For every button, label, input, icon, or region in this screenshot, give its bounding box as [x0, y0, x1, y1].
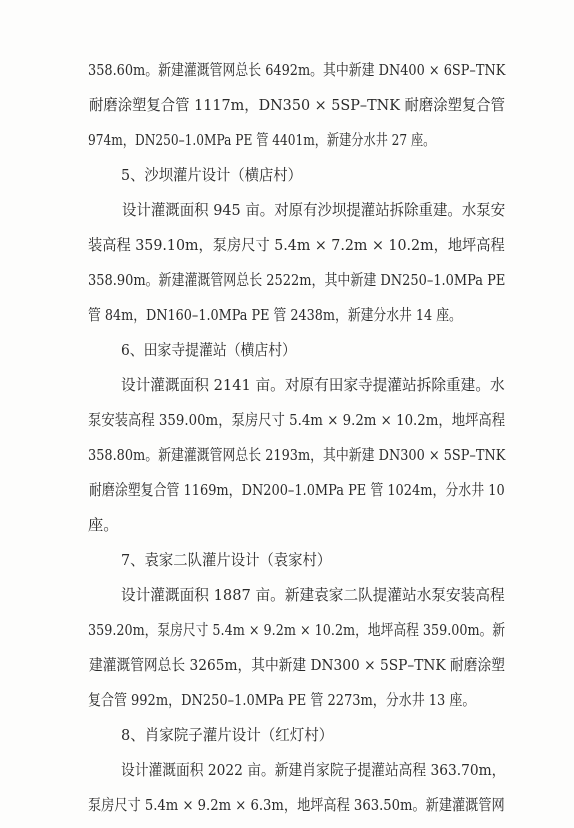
text-line: 设计灌溉面积 1887 亩。新建袁家二队提灌站水泵安装高程 [121, 586, 505, 604]
section-heading: 6、田家寺提灌站（横店村） [121, 341, 296, 359]
text-line: 泵房尺寸 5.4m × 9.2m × 6.3m，地坪高程 363.50m。新建灌溉管网 [88, 796, 505, 814]
text-line: 建灌溉管网总长 3265m，其中新建 DN300 × 5SP–TNK 耐磨涂塑 [89, 656, 505, 674]
text-line: 管 84m，DN160–1.0MPa PE 管 2438m，新建分水井 14 座。 [88, 306, 462, 324]
text-line: 358.80m。新建灌溉管网总长 2193m，其中新建 DN300 × 5SP–TNK [88, 446, 506, 464]
section-heading: 7、袁家二队灌片设计（袁家村） [121, 551, 332, 569]
text-line: 装高程 359.10m，泵房尺寸 5.4m × 7.2m × 10.2m，地坪高程 [88, 236, 505, 254]
text-line: 泵安装高程 359.00m，泵房尺寸 5.4m × 9.2m × 10.2m，地坪高程 [88, 411, 506, 429]
text-line: 设计灌溉面积 945 亩。对原有沙坝提灌站拆除重建。水泵安 [122, 201, 506, 219]
text-line: 设计灌溉面积 2022 亩。新建肖家院子提灌站高程 363.70m， [121, 761, 506, 779]
text-line: 座。 [88, 516, 119, 534]
text-line: 359.20m，泵房尺寸 5.4m × 9.2m × 10.2m，地坪高程 359.00m。新 [88, 621, 506, 639]
text-line: 358.90m。新建灌溉管网总长 2522m，其中新建 DN250–1.0MPa PE [88, 271, 506, 289]
text-line: 耐磨涂塑复合管 1117m，DN350 × 5SP–TNK 耐磨涂塑复合管 [89, 96, 506, 114]
text-line: 复合管 992m，DN250–1.0MPa PE 管 2273m，分水井 13 座。 [88, 691, 476, 709]
section-heading: 8、肖家院子灌片设计（红灯村） [121, 726, 334, 744]
section-heading: 5、沙坝灌片设计（横店村） [121, 166, 302, 184]
text-line: 设计灌溉面积 2141 亩。对原有田家寺提灌站拆除重建。水 [121, 376, 505, 394]
text-line: 974m，DN250–1.0MPa PE 管 4401m，新建分水井 27 座。 [88, 131, 436, 149]
text-line: 耐磨涂塑复合管 1169m，DN200–1.0MPa PE 管 1024m，分水井 10 [89, 481, 505, 499]
text-line: 358.60m。新建灌溉管网总长 6492m。其中新建 DN400 × 6SP–TNK [88, 61, 506, 79]
